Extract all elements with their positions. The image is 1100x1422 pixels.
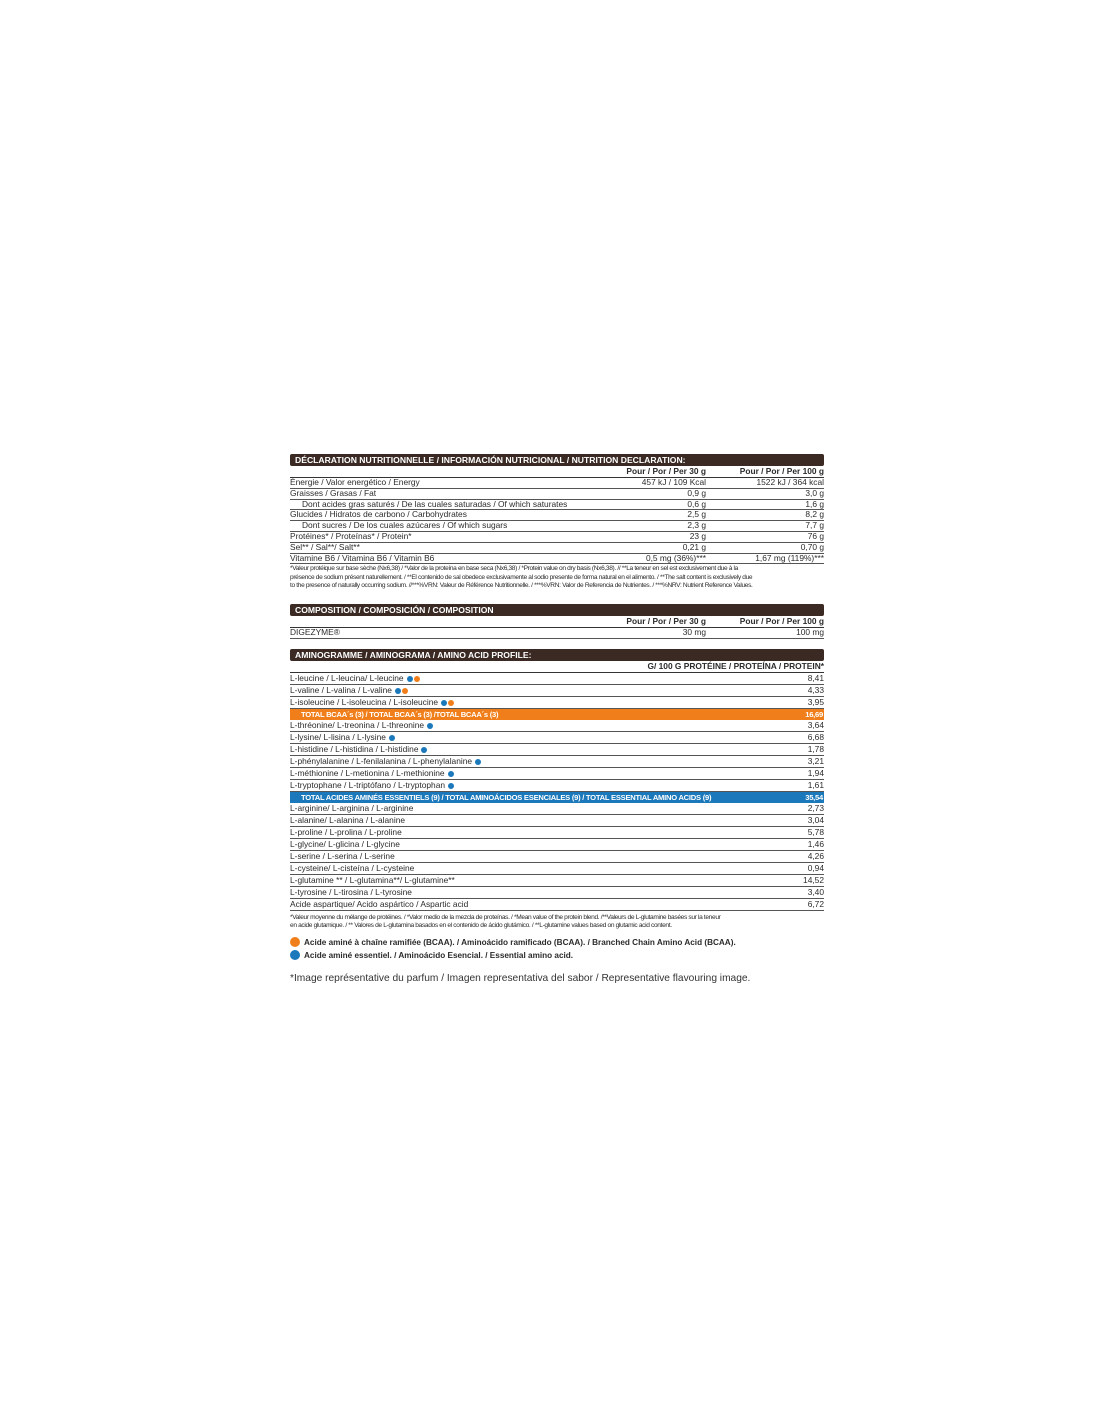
amino-acid-row	[290, 839, 824, 851]
amino-acid-name: L-isoleucine / L-isoleucina / L-isoleucine	[290, 696, 439, 707]
value-per-100g: 3,0 g	[805, 487, 824, 498]
col-per-100g: Pour / Por / Per 100 g	[739, 466, 824, 476]
nutrition-row	[290, 489, 824, 500]
total-label: TOTAL ACIDES AMINÉS ESSENTIELS (9) / TOTAL AMINOÁCIDOS ESENCIALES (9) / TOTAL ESSENTIAL AMINO ACIDS (9)	[301, 792, 712, 802]
legend-essential-text: Acide aminé essentiel. / Aminoácido Esencial. / Essential amino acid.	[304, 950, 574, 960]
nutrient-label: Glucides / Hidratos de carbono / Carbohydrates	[290, 510, 467, 520]
value-per-100g: 1,6 g	[805, 498, 824, 509]
blue-dot-icon	[389, 735, 395, 741]
col-per-30g: Pour / Por / Per 30 g	[626, 466, 706, 476]
footnote-line: *Valeur protéique sur base sèche (Nx6,38) / *Valor de la proteína en base seca (Nx6,38) / *Protein value on dry basis (Nx6,38). // **La teneur en sel est exclusivement due à la	[290, 565, 738, 573]
amino-acid-name: L-leucine / L-leucina/ L-leucine	[290, 672, 404, 683]
amino-acid-row	[290, 744, 824, 756]
amino-acid-name: L-tyrosine / L-tirosina / L-tyrosine	[290, 886, 412, 897]
amino-footnotes	[290, 914, 824, 930]
amino-acid-name: L-cysteine/ L-cisteína / L-cysteine	[290, 862, 415, 873]
footnote-line: en acide glutamique. / ** Valores de L-glutamina basados en el contenido de ácido glutámico. / **L-glutamine values based on glutamic acid content.	[290, 921, 672, 929]
amino-acid-row	[290, 673, 824, 685]
nutrition-row	[290, 532, 824, 543]
amino-acid-label	[290, 803, 744, 814]
value-per-100g: 7,7 g	[805, 520, 824, 531]
nutrient-label: Dont sucres / De los cuales azúcares / Of which sugars	[302, 521, 508, 531]
amino-acid-value: 3,64	[807, 719, 824, 730]
value-per-100g: 76 g	[807, 530, 824, 541]
amino-acid-name: L-glycine/ L-glicina / L-glycine	[290, 838, 400, 849]
amino-acid-value: 6,72	[807, 898, 824, 909]
blue-dot-icon	[448, 783, 454, 789]
amino-acid-row	[290, 756, 824, 768]
amino-acid-name: L-méthionine / L-metionina / L-methionine	[290, 767, 445, 778]
col-per-100g: Pour / Por / Per 100 g	[739, 615, 824, 626]
total-row-orange	[290, 709, 824, 720]
total-row-blue	[290, 792, 824, 803]
total-value: 16,69	[805, 709, 823, 719]
blue-dot-icon	[441, 700, 447, 706]
amino-acid-row	[290, 887, 824, 899]
amino-acid-label	[290, 744, 744, 755]
amino-acid-label	[290, 697, 744, 708]
amino-acid-label	[290, 887, 744, 898]
value-per-100g: 0,70 g	[800, 541, 824, 552]
amino-acid-label	[290, 780, 744, 791]
composition-row	[290, 628, 824, 639]
amino-acid-value: 14,52	[803, 874, 824, 885]
amino-acid-name: L-histidine / L-histidina / L-histidine	[290, 743, 419, 754]
amino-acid-value: 1,78	[807, 743, 824, 754]
amino-acid-row	[290, 780, 824, 792]
amino-acid-label	[290, 851, 744, 862]
orange-dot-icon	[402, 688, 408, 694]
value-per-30g: 0,9 g	[687, 487, 706, 498]
amino-acid-label	[290, 899, 744, 910]
value-per-30g: 23 g	[689, 530, 706, 541]
amino-acid-label	[290, 827, 744, 838]
amino-acid-name: L-arginine/ L-arginina / L-arginine	[290, 802, 414, 813]
nutrition-rows	[290, 478, 824, 564]
nutrition-row	[290, 543, 824, 554]
amino-rows	[290, 673, 824, 911]
value-per-30g: 0,21 g	[682, 541, 706, 552]
nutrient-label: Graisses / Grasas / Fat	[290, 488, 377, 498]
amino-header: AMINOGRAMME / AMINOGRAMA / AMINO ACID PROFILE:	[290, 649, 824, 661]
amino-acid-row	[290, 899, 824, 911]
amino-acid-value: 1,61	[807, 779, 824, 790]
total-value: 35,54	[805, 792, 823, 802]
nutrition-row	[290, 500, 824, 511]
amino-acid-value: 1,94	[807, 767, 824, 778]
nutrition-row	[290, 521, 824, 532]
blue-dot-icon	[407, 676, 413, 682]
nutrition-row	[290, 554, 824, 565]
nutrition-header: DÉCLARATION NUTRITIONNELLE / INFORMACIÓN NUTRICIONAL / NUTRITION DECLARATION:	[290, 454, 824, 466]
flavour-note: *Image représentative du parfum / Imagen representativa del sabor / Representative flavouring image.	[290, 973, 751, 985]
amino-acid-label	[290, 839, 744, 850]
col-per-30g: Pour / Por / Per 30 g	[626, 615, 706, 626]
amino-acid-name: L-serine / L-serina / L-serine	[290, 850, 395, 861]
orange-dot-icon	[290, 937, 300, 947]
amino-acid-value: 0,94	[807, 862, 824, 873]
amino-acid-name: L-lysine/ L-lisina / L-lysine	[290, 731, 386, 742]
blue-dot-icon	[475, 759, 481, 765]
value-per-100g: 8,2 g	[805, 509, 824, 520]
nutrition-row	[290, 510, 824, 521]
amino-acid-value: 2,73	[807, 802, 824, 813]
amino-acid-value: 4,26	[807, 850, 824, 861]
amino-acid-label	[290, 720, 744, 731]
amino-acid-row	[290, 803, 824, 815]
amino-acid-name: L-tryptophane / L-triptófano / L-tryptophan	[290, 779, 446, 790]
amino-acid-value: 1,46	[807, 838, 824, 849]
nutrition-footnotes	[290, 565, 824, 590]
value-per-30g: 2,5 g	[687, 509, 706, 520]
amino-acid-row	[290, 851, 824, 863]
amino-acid-row	[290, 720, 824, 732]
amino-acid-name: L-proline / L-prolina / L-proline	[290, 826, 402, 837]
value-per-30g: 0,5 mg (36%)***	[645, 552, 706, 563]
amino-acid-label	[290, 875, 744, 886]
value-per-100g: 1,67 mg (119%)***	[755, 552, 824, 563]
blue-dot-icon	[448, 771, 454, 777]
blue-dot-icon	[421, 747, 427, 753]
nutrition-row	[290, 478, 824, 489]
value-per-30g: 2,3 g	[687, 520, 706, 531]
amino-acid-label	[290, 815, 744, 826]
amino-acid-row	[290, 875, 824, 887]
amino-acid-value: 3,04	[807, 814, 824, 825]
composition-header: COMPOSITION / COMPOSICIÓN / COMPOSITION	[290, 604, 824, 616]
value-per-30g: 0,6 g	[687, 498, 706, 509]
amino-acid-label	[290, 768, 744, 779]
blue-dot-icon	[395, 688, 401, 694]
amino-acid-label	[290, 756, 744, 767]
legend-essential	[290, 949, 824, 961]
amino-acid-row	[290, 697, 824, 709]
amino-acid-label	[290, 685, 744, 696]
amino-acid-name: L-phénylalanine / L-fenilalanina / L-phenylalanine	[290, 755, 473, 766]
amino-acid-row	[290, 815, 824, 827]
amino-acid-label	[290, 673, 744, 684]
amino-acid-name: L-valine / L-valina / L-valine	[290, 684, 392, 695]
nutrient-label: Dont acides gras saturés / De las cuales saturadas / Of which saturates	[302, 499, 568, 509]
composition-rows	[290, 628, 824, 639]
value-per-30g: 30 mg	[682, 626, 706, 637]
amino-acid-row	[290, 827, 824, 839]
amino-acid-value: 4,33	[807, 684, 824, 695]
amino-acid-value: 3,95	[807, 696, 824, 707]
legend-bcaa	[290, 936, 824, 948]
amino-acid-label	[290, 732, 744, 743]
value-per-100g: 1522 kJ / 364 kcal	[756, 477, 824, 487]
nutrient-label: Protéines* / Proteínas* / Protein*	[290, 531, 412, 541]
value-per-30g: 457 kJ / 109 Kcal	[641, 477, 706, 487]
col-g-per-100g-protein: G/ 100 G PROTÉINE / PROTEÍNA / PROTEIN*	[647, 660, 824, 671]
amino-acid-value: 8,41	[807, 672, 824, 683]
amino-acid-name: Acide aspartique/ Acido aspártico / Aspartic acid	[290, 898, 469, 909]
amino-acid-row	[290, 863, 824, 875]
footnote-line: to the presence of naturally occurring sodium. //***%VRN: Valeur de Référence Nutritionnelle. / ***%VRN: Valor de Referencia de Nutrientes. / ***%NRV: Nutrient Reference Values.	[290, 581, 753, 589]
amino-acid-value: 6,68	[807, 731, 824, 742]
orange-dot-icon	[414, 676, 420, 682]
nutrient-label: Énergie / Valor energético / Energy	[290, 478, 420, 487]
amino-acid-row	[290, 768, 824, 780]
legend-bcaa-text: Acide aminé à chaîne ramifiée (BCAA). / Aminoácido ramificado (BCAA). / Branched Chain Amino Acid (BCAA).	[304, 937, 736, 947]
nutrient-label: Vitamine B6 / Vitamina B6 / Vitamin B6	[290, 553, 435, 563]
amino-acid-value: 3,40	[807, 886, 824, 897]
nutrition-label	[290, 454, 824, 984]
blue-dot-icon	[290, 950, 300, 960]
nutrient-label: Sel** / Sal**/ Salt**	[290, 542, 360, 552]
amino-acid-row	[290, 732, 824, 744]
amino-acid-row	[290, 685, 824, 697]
amino-acid-name: L-thréonine/ L-treonina / L-threonine	[290, 719, 425, 730]
value-per-100g: 100 mg	[796, 626, 824, 637]
amino-column-header	[290, 661, 824, 673]
blue-dot-icon	[427, 723, 433, 729]
amino-acid-label	[290, 863, 744, 874]
orange-dot-icon	[448, 700, 454, 706]
amino-acid-value: 5,78	[807, 826, 824, 837]
amino-acid-name: L-alanine/ L-alanina / L-alanine	[290, 814, 406, 825]
total-label: TOTAL BCAA´s (3) / TOTAL BCAA´s (3) /TOTAL BCAA´s (3)	[301, 709, 499, 719]
amino-acid-value: 3,21	[807, 755, 824, 766]
footnote-line: *Valeur moyenne du mélange de protéines. / *Valor medio de la mezcla de proteínas. / *Mean value of the protein blend. /**Valeurs de L-glutamine basées sur la teneur	[290, 913, 721, 921]
nutrition-column-headers	[290, 466, 824, 478]
footnote-line: présence de sodium présent naturellement. / **El contenido de sal obedece exclusivamente al sodio presente de forma natural en el alimento. / **The salt content is exclusively due	[290, 573, 753, 581]
amino-acid-name: L-glutamine ** / L-glutamina**/ L-glutamine**	[290, 874, 455, 885]
ingredient-label: DIGEZYME®	[290, 627, 340, 637]
composition-column-headers	[290, 616, 824, 628]
